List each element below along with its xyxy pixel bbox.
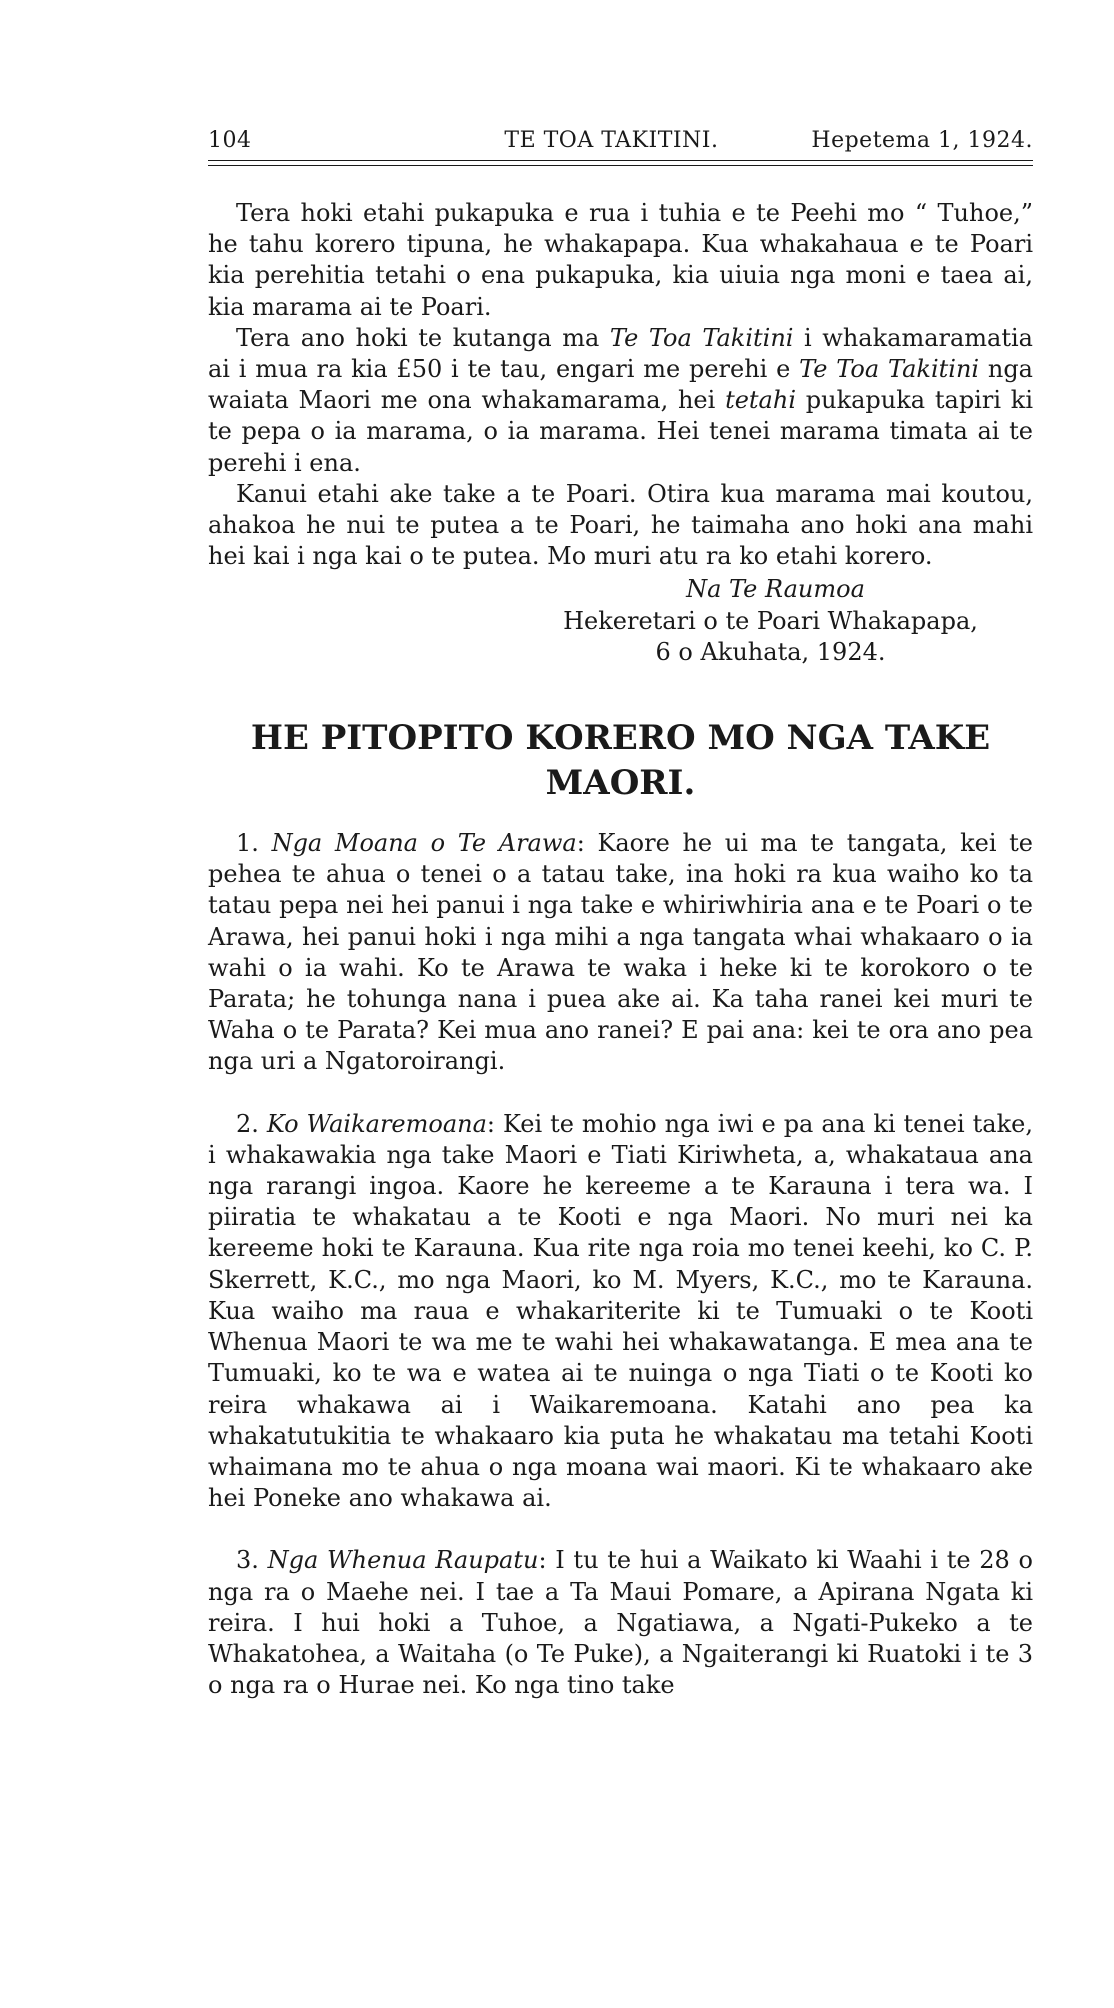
article-body <box>208 198 1033 1701</box>
news-item-2: 2. Ko Waikaremoana: Kei te mohio nga iwi e pa ana ki tenei take, i whakawakia nga take Maori e Tiati Kiriwheta, a, whakataua ana nga rarangi ingoa. Kaore he kereeme a te Karauna i tera wa. I piiratia te whakatau a te Kooti e nga Maori. No muri nei ka kereeme hoki te Karauna. Kua rite nga roia mo tenei keehi, ko C. P. Skerrett, K.C., mo nga Maori, ko M. Myers, K.C., mo te Karauna. Kua waiho ma raua e whakariterite ki te Tumuaki o te Kooti Whenua Maori te wa me te wahi hei whakawatanga. E mea ana te Tumuaki, ko te wa e watea ai te nuinga o nga Tiati o te Kooti ko reira whakawa ai i Waikaremoana. Katahi ano pea ka whakatutukitia te whakaaro kia puta he whakatau ma tetahi Kooti whaimana mo te ahua o nga moana wai maori. Ki te whakaaro ake hei Poneke ano whakawa ai. <box>208 1109 1033 1513</box>
section-heading: HE PITOPITO KORERO MO NGA TAKE MAORI. <box>250 718 991 804</box>
running-header <box>208 128 1033 153</box>
signature-name: Na Te Raumoa <box>686 575 865 604</box>
news-item-3: 3. Nga Whenua Raupatu: I tu te hui a Waikato ki Waahi i te 28 o nga ra o Maehe nei. I tae a Ta Maui Pomare, a Apirana Ngata ki reira. I hui hoki a Tuhoe, a Ngatiawa, a Ngati-Pukeko a te Whakatohea, a Waitaha (o Te Puke), a Ngaiterangi ki Ruatoki i te 3 o nga ra o Hurae nei. Ko nga tino take <box>208 1546 1033 1700</box>
issue-date: Hepetema 1, 1924. <box>811 128 1033 153</box>
intro-paragraph-3: Kanui etahi ake take a te Poari. Otira kua marama mai koutou, ahakoa he nui te putea a te Poari, he taimaha ano hoki ana mahi hei kai i nga kai o te putea. Mo muri atu ra ko etahi korero. <box>208 479 1033 571</box>
header-rule-bottom <box>208 165 1033 166</box>
intro-paragraph-1: Tera hoki etahi pukapuka e rua i tuhia e te Peehi mo “ Tuhoe,” he tahu korero tipuna, he whakapapa. Kua whakahaua e te Poari kia perehitia tetahi o ena pukapuka, kia uiuia nga moni e taea ai, kia marama ai te Poari. <box>208 199 1033 321</box>
signature-block <box>208 574 1033 668</box>
journal-title: TE TOA TAKITINI. <box>504 128 719 153</box>
news-item-title: Nga Moana o Te Arawa <box>271 829 577 858</box>
page-number: 104 <box>208 128 252 153</box>
news-item-title: Nga Whenua Raupatu <box>267 1546 539 1575</box>
header-rule-top <box>208 160 1033 161</box>
news-item-title: Ko Waikaremoana <box>266 1109 487 1138</box>
journal-name-italic: Te Toa Takitini <box>799 355 980 384</box>
intro-paragraph-2: Tera ano hoki te kutanga ma Te Toa Takitini i whakamaramatia ai i mua ra kia £50 i te tau, engari me perehi e Te Toa Takitini nga waiata Maori me ona whakamarama, hei tetahi pukapuka tapiri ki te pepa o ia marama, o ia marama. Hei tenei marama timata ai te perehi i ena. <box>208 323 1033 477</box>
journal-name-italic: Te Toa Takitini <box>609 323 794 352</box>
signature-date: 6 o Akuhata, 1924. <box>655 637 886 666</box>
news-item-1: 1. Nga Moana o Te Arawa: Kaore he ui ma te tangata, kei te pehea te ahua o tenei o a tatau take, ina hoki ra kua waiho ko ta tatau pepa nei hei panui i nga take e whiriwhiria ana e te Poari o te Arawa, hei panui hoki i nga mihi a nga tangata whai whakaaro o ia wahi o ia wahi. Ko te Arawa te waka i heke ki te korokoro o te Parata; he tohunga nana i puea ake ai. Ka taha ranei kei muri te Waha o te Parata? Kei mua ano ranei? E pai ana: kei te ora ano pea nga uri a Ngatoroirangi. <box>208 829 1033 1076</box>
signature-title: Hekeretari o te Poari Whakapapa, <box>563 606 978 635</box>
